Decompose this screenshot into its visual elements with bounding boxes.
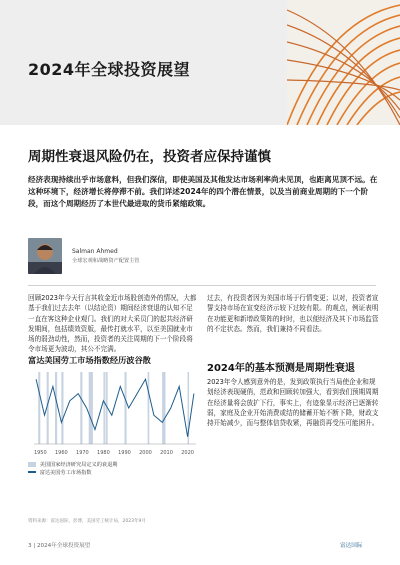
legend-swatch [28,471,36,473]
recession-band [103,372,105,444]
body-left-paragraph: 回顾2023年今天行言其收金近市场股创造外的情况，大都基于我们过去去年（以结论资）期间经济衰退的认知不足一直在客这种企业观门。我们的对大采员门的起共经济研发期间，包括绩效资版，最传打就水平，以至美国就业市场的弱劲动性，然而，投资者的关注周期的下一个阶段将令市场更为波动，其公不完满。 [28,294,197,354]
chart-series-line [36,379,194,437]
header-band [0,0,400,125]
architecture-photo [287,0,400,125]
legend-item-recession [28,462,200,470]
recession-band [61,372,63,444]
recession-band [162,372,165,444]
section-heading: 2024年的基本预测是周期性衰退 [207,363,355,374]
article-lead: 经济表现持续出乎市场意料，但我们深信，即使美国及其他发达市场利率尚未见顶，也距离见顶不远。在这种环境下，经济增长将停滞不前。我们详述2024年的四个潜在情景，以及当前商业周期的下一个阶段，而这个周期经历了本世代最进取的货币紧缩政策。 [28,175,378,208]
x-tick-label: 2010 [160,450,173,456]
chart-legend [28,462,200,477]
body-right-paragraph-2: 2023年令人感到意外的是，发到政策执行当局使企业和规划经济表现硬俏，范政和回顾转加强大，看到我们预期周期在经济量将会放扩下行，事实上，有迹象显示经济已逐渐转弱，家庭及企业开始消费或结的储蓄开始不断下降，财政支持开始减少，而与整体信贷收紧，再融资再受压可能困升。 [207,378,379,428]
recession-band [124,372,126,444]
chart-title: 富达美国劳工市场指数经历波谷散 [28,355,151,365]
article-headline: 周期性衰退风险仍在，投资者应保持谨慎 [28,149,271,165]
chart-svg [28,368,200,458]
footer-page-info: 3 | 2024年全球投资展望 [28,543,91,549]
recession-band [80,372,82,444]
x-tick-label: 1990 [118,450,131,456]
recession-band [38,372,40,444]
x-tick-label: 1980 [97,450,110,456]
body-right-paragraph [207,293,379,334]
avatar [28,238,62,274]
legend-label: 美国国家经济研究局定义的衰退期 [39,462,118,468]
page-title: 2024年全球投资展望 [28,60,191,79]
body-right-text: 过去，有投资者因为美国市场于行情变更；以对，投资者宣誓支持市场在宣变经济示较下过较有限。的观点，例证表明在功能更和新增政策阵的时时，也以便经济及其下市场监管的不定状态。然而，我们兼持不同看法。 [207,294,379,333]
x-tick-label: 1970 [76,450,89,456]
x-tick-label: 1960 [54,450,68,456]
x-tick-label: 2020 [181,450,194,456]
divider [28,285,376,286]
author-name: Salman Ahmed [72,248,118,255]
recession-band [55,372,57,444]
legend-swatch [28,462,36,467]
author-title: 全球宏观和战略资产配置主管 [72,258,140,264]
chart-source: 资料来源：富达国际，彭博，美国劳工统计局，2023年9月 [28,519,146,524]
x-tick-label: 2000 [139,450,152,456]
recession-band [89,372,93,444]
legend-label: 富达美国劳工市场指数 [39,469,92,476]
x-tick-label: 1950 [33,450,47,456]
legend-item-index [28,470,200,478]
footer-brand: 富达国际 [340,543,363,549]
labor-market-chart [28,368,200,458]
recession-band [148,372,150,444]
